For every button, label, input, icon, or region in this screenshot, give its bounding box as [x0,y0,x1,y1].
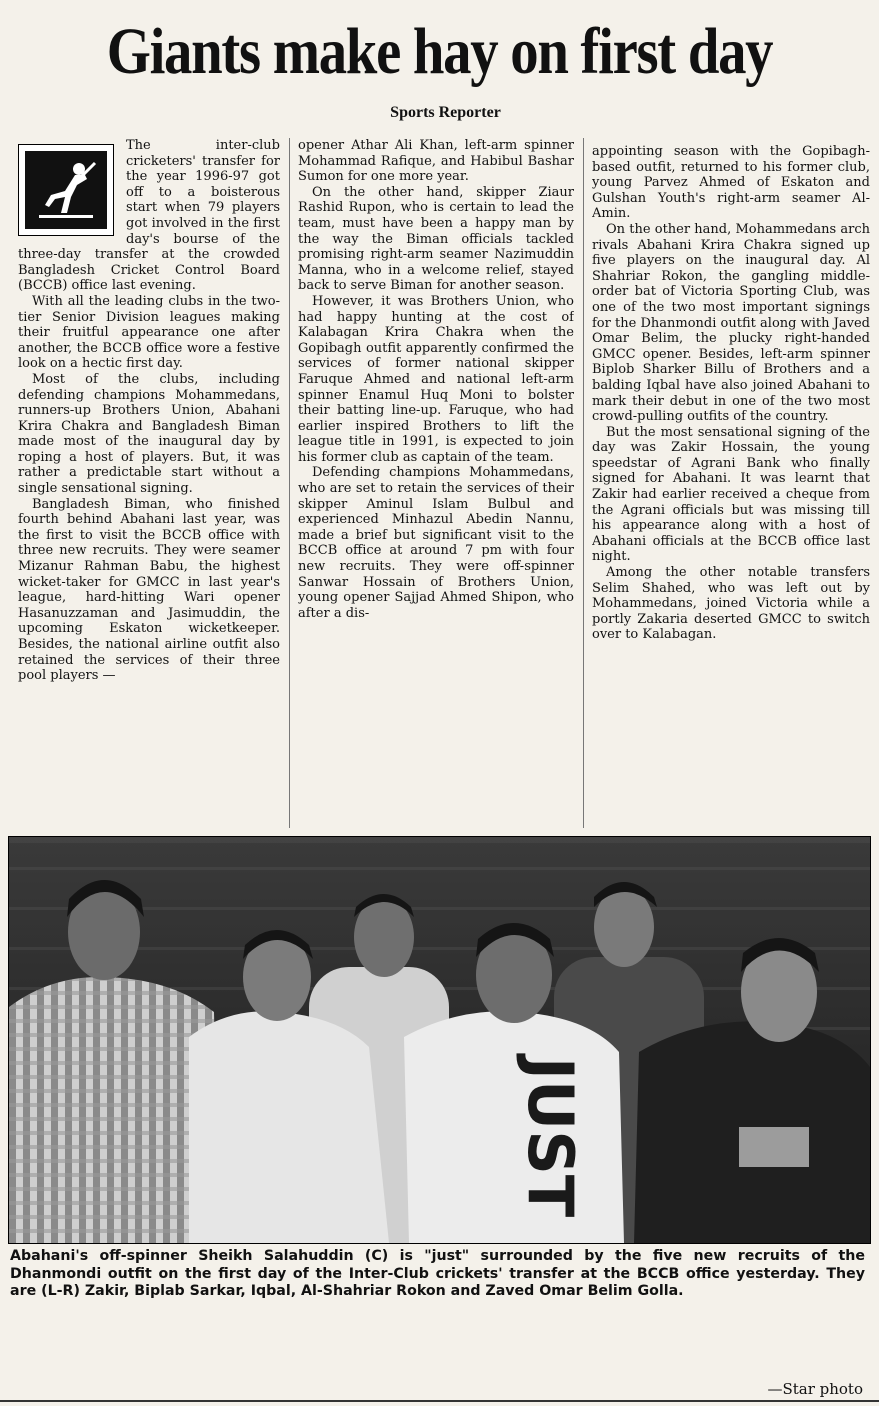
article-column-2 [298,138,574,828]
paragraph: Most of the clubs, including defending champions Mohammedans, runners-up Brothers Union, Abahani Krira Chakra and Bangladesh Biman made most of the inaugural day by roping a host of players. But, it was rather a predictable start without a single sensational signing. [18,371,280,497]
paragraph: Bangladesh Biman, who finished fourth behind Abahani last year, was the first to visit the BCCB office with three new recruits. They were seamer Mizanur Rahman Babu, the highest wicket-taker for GMCC in last year's league, hard-hitting Wari opener Hasanuzzaman and Jasimuddin, the upcoming Eskaton wicketkeeper. Besides, the national airline outfit also retained the services of their three pool players — [18,496,280,684]
bottom-rule [0,1400,879,1402]
headline: Giants make hay on first day [106,15,773,88]
paragraph: On the other hand, skipper Ziaur Rashid Rupon, who is certain to lead the team, must have been a happy man by the way the Biman officials tackled promising right-arm seamer Nazimuddin Manna, who in a welcome relief, stayed back to serve Biman for another season. [298,184,574,294]
photo-illustration [9,837,870,1243]
photo-credit: —Star photo [767,1380,863,1398]
paragraph: However, it was Brothers Union, who had happy hunting at the cost of Kalabagan Krira Chakra when the Gopibagh outfit apparently confirmed the services of former national skipper Faruque Ahmed and national left-arm spinner Enamul Huq Moni to bolster their batting line-up. Faruque, who had earlier inspired Brothers to lift the league title in 1991, is expected to join his former club as captain of the team. [298,293,574,465]
photo-caption: Abahani's off-spinner Sheikh Salahuddin (C) is "just" surrounded by the five new recruits of the Dhanmondi outfit on the first day of the Inter-Club crickets' transfer at the BCCB office yesterday. They are (L-R) Zakir, Biplab Sarkar, Iqbal, Al-Shahriar Rokon and Zaved Omar Belim Golla. [10,1248,865,1299]
cricketer-icon [31,155,101,225]
column-divider [289,138,290,828]
cricket-logo [18,144,114,236]
shirt-text: JUST [514,1056,587,1218]
paragraph: Among the other notable transfers Selim Shahed, who was left out by Mohammedans, joined Victoria while a portly Zakaria deserted GMCC to switch over to Kalabagan. [592,565,870,643]
paragraph: The inter-club cricketers' transfer for the year 1996-97 got off to a boisterous start when 79 players got involved in the first day's bourse of the three-day transfer at the crowded Bangladesh Cricket Control Board (BCCB) office last evening. [18,138,280,294]
paragraph: appointing season with the Gopibagh-based outfit, returned to his former club, young Parvez Ahmed of Eskaton and Gulshan Youth's right-arm seamer Al-Amin. [592,144,870,222]
article-column-3 [592,144,870,834]
byline: Sports Reporter [390,104,501,121]
team-photo [8,836,871,1244]
column-divider [583,138,584,828]
paragraph: Defending champions Mohammedans, who are set to retain the services of their skipper Aminul Islam Bulbul and experienced Minhazul Abedin Nannu, made a brief but significant visit to the BCCB office at around 7 pm with four new recruits. They were off-spinner Sanwar Hossain of Brothers Union, young opener Sajjad Ahmed Shipon, who after a dis- [298,465,574,621]
article-column-1 [18,138,280,828]
paragraph: But the most sensational signing of the day was Zakir Hossain, the young speedstar of Agrani Bank who finally signed for Abahani. It was learnt that Zakir had earlier received a cheque from the Agrani officials but was missing till his appearance along with a host of Abahani officials at the BCCB office last night. [592,424,870,565]
paragraph: On the other hand, Mohammedans arch rivals Abahani Krira Chakra signed up five players on the inaugural day. Al Shahriar Rokon, the gangling middle-order bat of Victoria Sporting Club, was one of the two most important signings for the Dhanmondi outfit along with Javed Omar Belim, the plucky right-handed GMCC opener. Besides, left-arm spinner Biplob Sharker Billu of Brothers and a balding Iqbal have also joined Abahani to mark their debut in one of the two most crowd-pulling outfits of the country. [592,221,870,425]
paragraph: With all the leading clubs in the two-tier Senior Division leagues making their fruitful appearance one after another, the BCCB office wore a festive look on a hectic first day. [18,293,280,372]
paragraph: opener Athar Ali Khan, left-arm spinner Mohammad Rafique, and Habibul Bashar Sumon for one more year. [298,138,574,185]
